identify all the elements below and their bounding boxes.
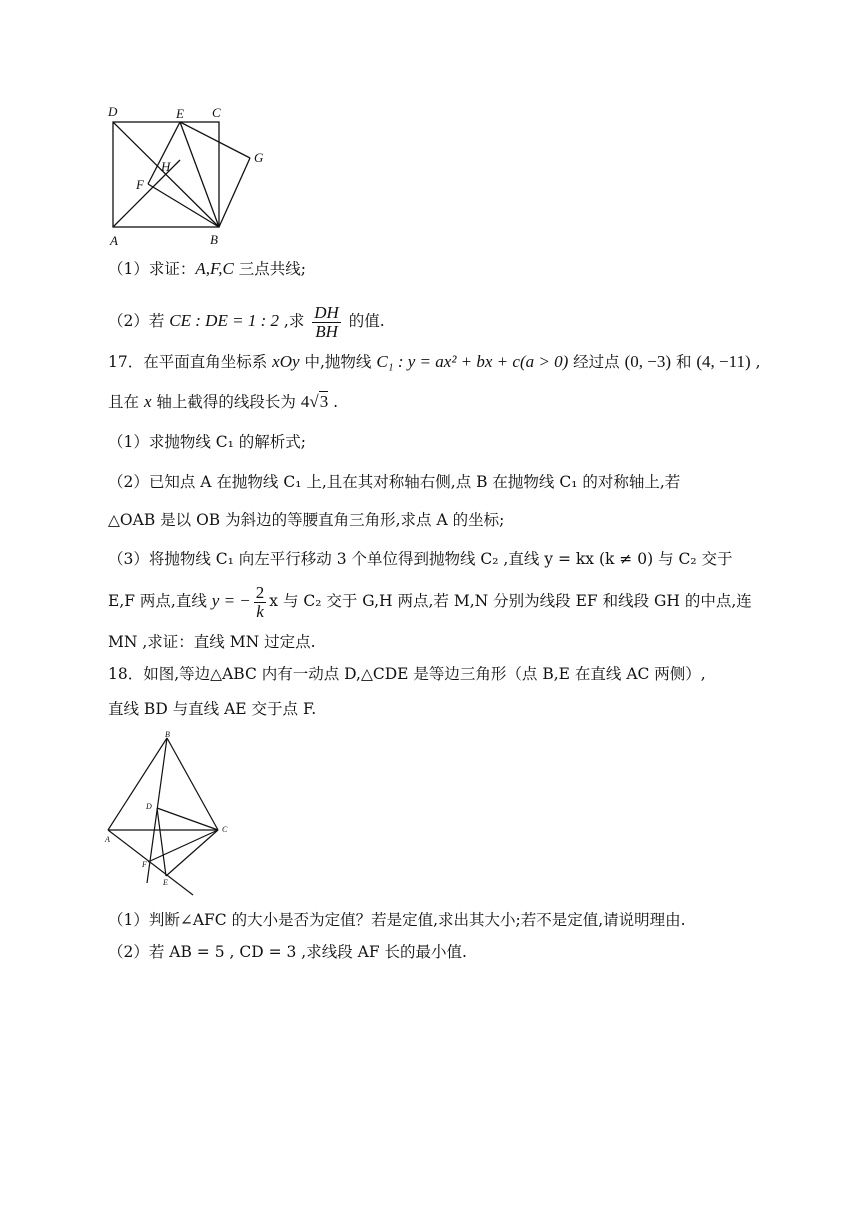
label-g: G xyxy=(254,150,264,165)
q17-l1b: 中,抛物线 xyxy=(299,353,377,371)
q17-l1e: , xyxy=(750,353,761,371)
label-f: F xyxy=(136,177,144,192)
segment-eb xyxy=(180,122,219,227)
segment-ef xyxy=(148,122,180,184)
q17-parabola-eq: C₁ : y = ax² + bx + c(a > 0) xyxy=(376,352,569,371)
label-e2: E xyxy=(163,878,168,887)
side-bc xyxy=(167,738,218,830)
q17-line1 xyxy=(108,352,808,372)
q17-len-radicand: 3 xyxy=(319,392,329,411)
q17-number: 17． xyxy=(108,353,144,371)
label-b: B xyxy=(210,232,218,247)
q17-l2b: 轴上截得的线段长为 xyxy=(151,393,301,411)
q18-line1 xyxy=(108,664,808,684)
q17-line2: 且在 x 轴上截得的线段长为 4√3 . xyxy=(108,392,339,411)
q18-l1: 如图,等边△ABC 内有一动点 D,△CDE 是等边三角形（点 B,E 在直线 AC 两侧）, xyxy=(143,665,706,683)
q18-line2: 直线 BD 与直线 AE 交于点 F. xyxy=(108,700,317,718)
q16-part2-mid: ,求 xyxy=(278,312,310,330)
q17-fraction xyxy=(254,584,267,621)
segment-ec xyxy=(166,830,218,876)
q17-part2-line1: （2）已知点 A 在抛物线 C₁ 上,且在其对称轴右侧,点 B 在抛物线 C₁ 的对称轴上,若 xyxy=(108,473,681,491)
q17-point2: (4, −11) xyxy=(696,352,751,371)
segment-eg xyxy=(180,122,250,158)
q17-p3-l2a: E,F 两点,直线 xyxy=(108,592,212,610)
q17-len-coef: 4 xyxy=(300,392,310,411)
label-d: D xyxy=(108,104,118,119)
q16-part1-points: A,F,C xyxy=(195,259,234,278)
q17-l1a: 在平面直角坐标系 xyxy=(143,353,273,371)
q17-part1: （1）求抛物线 C₁ 的解析式; xyxy=(108,433,307,451)
line-afe xyxy=(108,830,193,895)
q17-l2a: 且在 xyxy=(108,393,144,411)
q17-x: x xyxy=(143,392,152,411)
segment-gb xyxy=(219,158,250,227)
q16-frac-num: DH xyxy=(314,302,339,322)
segment-fb xyxy=(148,184,219,227)
q17-frac-den: k xyxy=(256,601,264,621)
q16-part1-prefix: （1）求证： xyxy=(108,260,196,278)
q17-l1d: 和 xyxy=(671,353,697,371)
q16-part2-suffix: 的值. xyxy=(343,312,385,330)
segment-de xyxy=(157,808,166,876)
label-a: A xyxy=(110,233,118,248)
label-f2: F xyxy=(142,860,147,869)
q17-frac-num: 2 xyxy=(255,582,265,602)
q16-fraction xyxy=(312,304,341,341)
q17-l1c: 经过点 xyxy=(568,353,625,371)
label-h: H xyxy=(161,159,171,174)
segment-dc xyxy=(157,808,218,830)
q18-part2: （2）若 AB = 5 , CD = 3 ,求线段 AF 长的最小值. xyxy=(108,943,467,961)
q16-frac-den: BH xyxy=(315,321,338,341)
q16-part1-suffix: 三点共线; xyxy=(233,260,306,278)
q17-p3-l2b: x 与 C₂ 交于 G,H 两点,若 M,N 分别为线段 EF 和线段 GH 的中点,连 xyxy=(269,592,752,610)
q17-part3-line3: MN ,求证：直线 MN 过定点. xyxy=(108,633,316,651)
label-d2: D xyxy=(146,802,152,811)
q18-number: 18． xyxy=(108,665,144,683)
q17-l2c: . xyxy=(328,393,339,411)
q17-part3-line2 xyxy=(108,580,808,622)
q16-ratio: CE : DE = 1 : 2 xyxy=(169,311,279,330)
q17-point1: (0, −3) xyxy=(624,352,672,371)
segment-fc xyxy=(148,830,218,862)
q18-part1: （1）判断∠AFC 的大小是否为定值？若是定值,求出其大小;若不是定值,请说明理由. xyxy=(108,911,686,929)
q17-part2-line2: △OAB 是以 OB 为斜边的等腰直角三角形,求点 A 的坐标; xyxy=(108,511,505,529)
label-a2: A xyxy=(105,835,110,844)
label-e: E xyxy=(176,106,184,121)
q17-xoy: xOy xyxy=(272,352,300,371)
label-c2: C xyxy=(222,825,228,834)
q17-p3-y: y = − xyxy=(211,591,251,610)
q16-part2-prefix: （2）若 xyxy=(108,312,170,330)
figure-triangle xyxy=(100,728,250,898)
label-c: C xyxy=(212,105,221,120)
figure-square xyxy=(100,98,280,253)
q17-part3-line1: （3）将抛物线 C₁ 向左平行移动 3 个单位得到抛物线 C₂ ,直线 y = kx (k ≠ 0) 与 C₂ 交于 xyxy=(108,550,733,568)
label-b2: B xyxy=(165,730,170,739)
q16-part2 xyxy=(108,300,808,342)
q16-part1 xyxy=(108,259,808,279)
